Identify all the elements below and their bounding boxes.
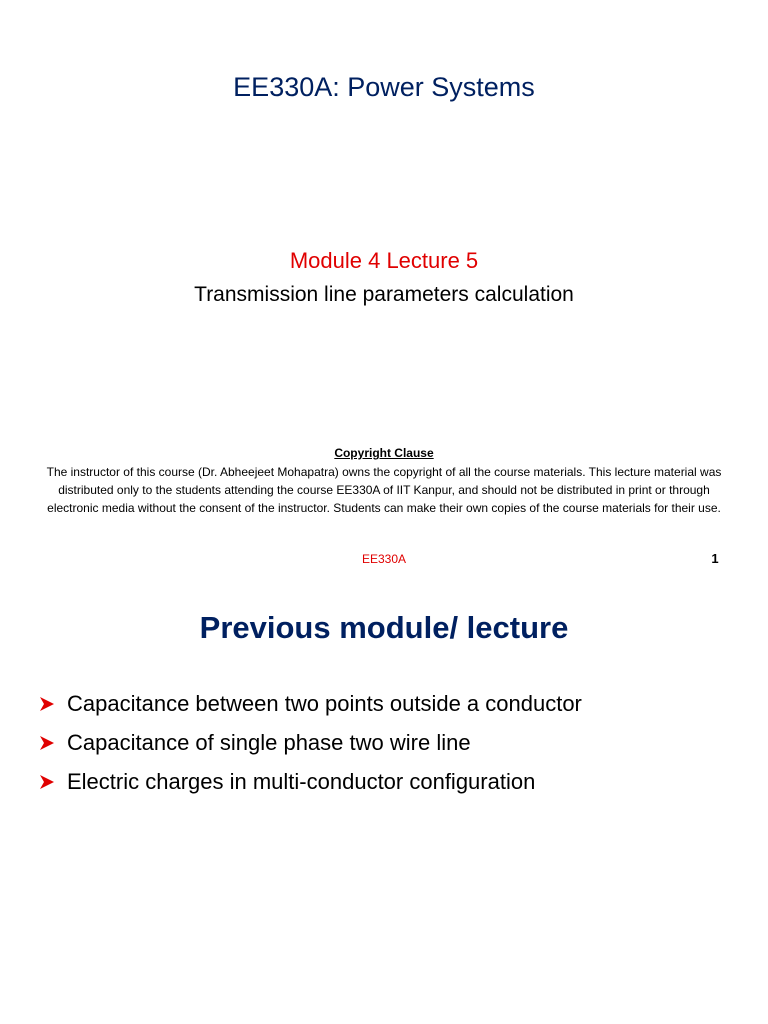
footer-course-code: EE330A	[361, 552, 407, 566]
list-item	[38, 762, 738, 801]
arrow-bullet-icon	[38, 773, 67, 791]
arrow-bullet-icon	[38, 734, 67, 752]
list-item	[38, 723, 738, 762]
bullet-list	[38, 684, 738, 801]
copyright-body: The instructor of this course (Dr. Abheejeet Mohapatra) owns the copyright of all the course materials. This lecture material was distributed only to the students attending the course EE330A of IIT Kanpur, and should not be distributed in print or through electronic media without the consent of the instructor. Students can make their own copies of the course materials for their use.	[46, 465, 722, 515]
module-lecture-label: Module 4 Lecture 5	[289, 248, 479, 273]
arrow-bullet-icon	[38, 695, 67, 713]
copyright-heading: Copyright Clause	[334, 446, 434, 460]
bullet-text: Capacitance of single phase two wire line	[67, 729, 471, 755]
slide-title-previous: Previous module/ lecture	[199, 610, 569, 645]
slide-2	[0, 584, 768, 1024]
bullet-text: Capacitance between two points outside a conductor	[67, 690, 582, 716]
slide-title: EE330A: Power Systems	[233, 72, 535, 102]
slide-subtitle: Transmission line parameters calculation	[194, 283, 574, 306]
page-number: 1	[711, 551, 719, 566]
bullet-text: Electric charges in multi-conductor configuration	[67, 768, 536, 794]
list-item	[38, 684, 738, 723]
